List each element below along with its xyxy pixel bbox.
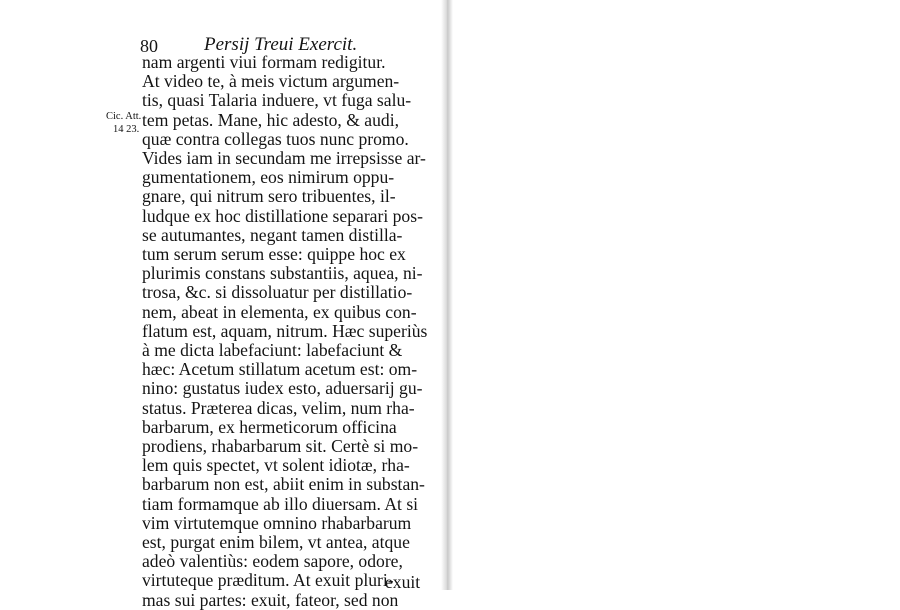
running-head-left: Persij Treui Exercit. (204, 34, 358, 55)
text-line: At video te, à meis victum argumen- (142, 71, 400, 92)
page-number-left: 80 (140, 36, 158, 56)
text-line: mas sui partes: exuit, fateor, sed non (142, 589, 399, 610)
text-line: adeò valentiùs: eodem sapore, odore, (142, 551, 403, 572)
text-line: nino: gustatus iudex esto, aduersarij gu- (142, 378, 423, 399)
text-line: trosa, &c. si dissoluatur per distillatio- (142, 282, 413, 303)
right-page (448, 0, 900, 590)
text-line: barbarum non est, abiit enim in substan- (142, 474, 425, 495)
text-line: tis, quasi Talaria induere, vt fuga salu- (142, 90, 412, 111)
text-line: status. Præterea dicas, velim, num rha- (142, 397, 415, 418)
margin-note: Cic. Att. (106, 111, 142, 122)
text-line: barbarum, ex hermeticorum officina (142, 416, 397, 437)
text-line: nam argenti viui formam redigitur. (142, 52, 386, 72)
text-line: gumentationem, eos nimirum oppu- (142, 167, 395, 188)
text-line: à me dicta labefaciunt: labefaciunt & (142, 340, 403, 360)
text-line: vim virtutemque omnino rhabarbarum (142, 512, 412, 533)
catchword: exuit (385, 572, 421, 592)
text-line: nem, abeat in elementa, ex quibus con- (142, 301, 417, 322)
text-line: lem quis spectet, vt solent idiotæ, rha- (142, 455, 410, 476)
text-line: tem petas. Mane, hic adesto, & audi, (142, 109, 399, 130)
text-line: gnare, qui nitrum sero tribuentes, il- (142, 186, 396, 207)
margin-note: 14 23. (113, 124, 140, 135)
text-line: tum serum serum esse: quippe hoc ex (142, 244, 406, 264)
text-line: Vides iam in secundam me irrepsisse ar- (142, 148, 426, 168)
text-line: se autumantes, negant tamen distilla- (142, 224, 403, 245)
text-line: quæ contra collegas tuos nunc promo. (142, 128, 409, 149)
text-line: plurimis constans substantiis, aquea, ni- (142, 263, 423, 284)
text-line: prodiens, rhabarbarum sit. Certè si mo- (142, 436, 419, 456)
text-line: tiam formamque ab illo diuersam. At si (142, 493, 419, 514)
text-line: flatum est, aquam, nitrum. Hæc superiùs (142, 320, 428, 341)
left-page (0, 0, 448, 610)
text-line: ludque ex hoc distillatione separari pos- (142, 205, 423, 226)
text-line: virtuteque præditum. At exuit pluri- (142, 570, 394, 591)
text-line: est, purgat enim bilem, vt antea, atque (142, 532, 410, 552)
text-line: hæc: Acetum stillatum acetum est: om- (142, 359, 418, 380)
